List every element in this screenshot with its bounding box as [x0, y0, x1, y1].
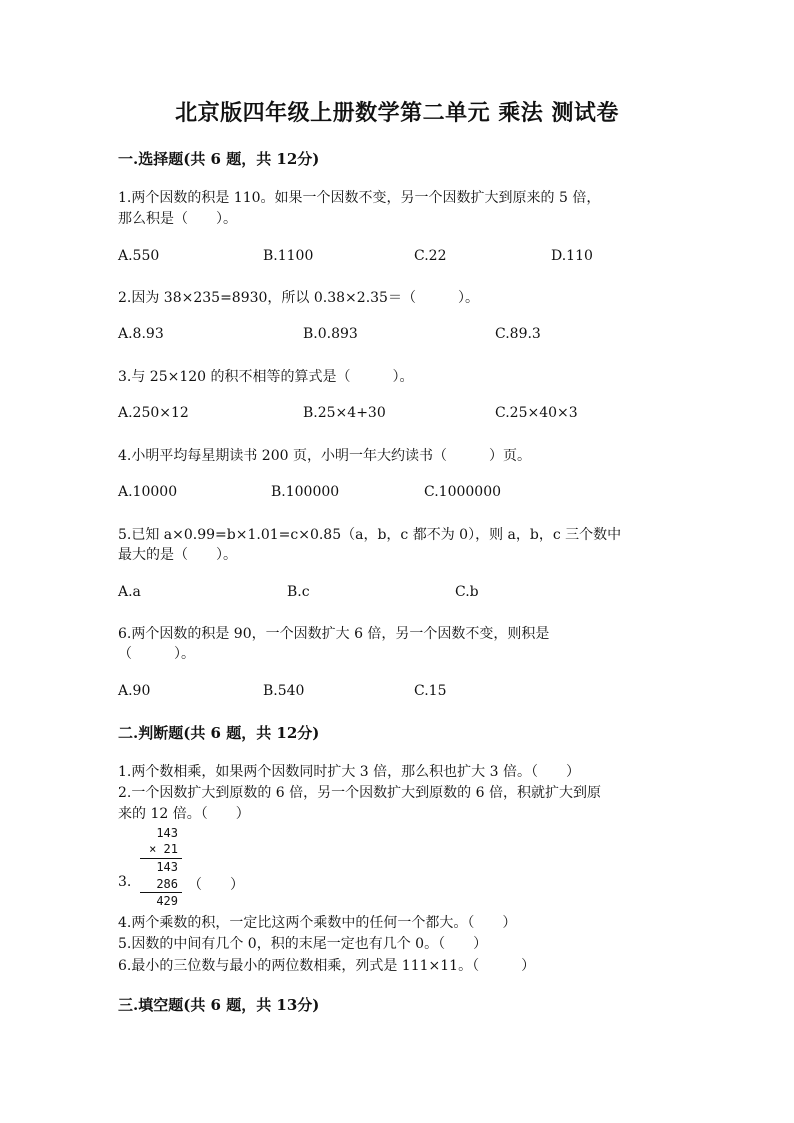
q6-option-b: B.540 — [263, 683, 305, 699]
q2-option-b: B.0.893 — [303, 326, 358, 342]
product-result: 429 — [156, 894, 178, 908]
q6-option-c: C.15 — [414, 683, 447, 699]
q1-text-line2: 那么积是（ ）。 — [118, 211, 237, 227]
section-2-heading: 二.判断题(共 6 题，共 12分) — [118, 724, 320, 742]
multiplicand: 143 — [156, 826, 178, 840]
q4-text: 4.小明平均每星期读书 200 页，小明一年大约读书（ ）页。 — [118, 448, 531, 464]
q6-text-line2: （ ）。 — [118, 646, 195, 662]
q5-option-b: B.c — [287, 584, 310, 600]
q4-option-c: C.1000000 — [424, 484, 502, 500]
q3-option-c: C.25×40×3 — [495, 405, 578, 421]
section-3-heading: 三.填空题(共 6 题，共 13分) — [118, 996, 320, 1014]
page-title: 北京版四年级上册数学第二单元 乘法 测试卷 — [175, 100, 619, 126]
judge-q2-line1: 2.一个因数扩大到原数的 6 倍，另一个因数扩大到原数的 6 倍，积就扩大到原 — [118, 785, 601, 801]
multiplier: × 21 — [149, 842, 178, 856]
multiplication-rule-2 — [140, 892, 182, 893]
q4-option-a: A.10000 — [118, 484, 178, 500]
q1-option-a: A.550 — [118, 248, 160, 264]
q1-option-b: B.1100 — [263, 248, 314, 264]
judge-q6-text: 6.最小的三位数与最小的两位数相乘，列式是 111×11。（ ） — [118, 958, 536, 974]
q5-text-line1: 5.已知 a×0.99=b×1.01=c×0.85（a，b，c 都不为 0），则 a，b，c 三个数中 — [118, 527, 622, 543]
partial-product-2: 286 — [156, 877, 178, 891]
q4-option-b: B.100000 — [271, 484, 340, 500]
q2-option-c: C.89.3 — [495, 326, 541, 342]
q2-option-a: A.8.93 — [118, 326, 164, 342]
q3-text: 3.与 25×120 的积不相等的算式是（ ）。 — [118, 369, 414, 385]
judge-q4-text: 4.两个乘数的积，一定比这两个乘数中的任何一个都大。（ ） — [118, 915, 517, 931]
q1-option-d: D.110 — [551, 248, 593, 264]
q3-option-a: A.250×12 — [118, 405, 189, 421]
multiplication-rule-1 — [140, 858, 182, 859]
q5-option-c: C.b — [455, 584, 479, 600]
vertical-multiplication — [140, 824, 184, 908]
section-1-heading: 一.选择题(共 6 题，共 12分) — [118, 150, 320, 168]
judge-q3-prefix: 3. — [118, 874, 132, 890]
partial-product-1: 143 — [156, 860, 178, 874]
q5-option-a: A.a — [118, 584, 141, 600]
q3-option-b: B.25×4+30 — [303, 405, 386, 421]
q1-option-c: C.22 — [414, 248, 447, 264]
q5-text-line2: 最大的是（ ）。 — [118, 547, 237, 563]
judge-q2-line2: 来的 12 倍。（ ） — [118, 806, 250, 822]
q2-text: 2.因为 38×235=8930，所以 0.38×2.35＝（ ）。 — [118, 290, 479, 306]
judge-q1-text: 1.两个数相乘，如果两个因数同时扩大 3 倍，那么积也扩大 3 倍。（ ） — [118, 764, 580, 780]
judge-q5-text: 5.因数的中间有几个 0，积的末尾一定也有几个 0。（ ） — [118, 936, 488, 952]
q6-option-a: A.90 — [118, 683, 151, 699]
judge-q3-suffix: （ ） — [188, 877, 244, 893]
q1-text-line1: 1.两个因数的积是 110。如果一个因数不变，另一个因数扩大到原来的 5 倍， — [118, 190, 601, 206]
q6-text-line1: 6.两个因数的积是 90，一个因数扩大 6 倍，另一个因数不变，则积是 — [118, 626, 550, 642]
